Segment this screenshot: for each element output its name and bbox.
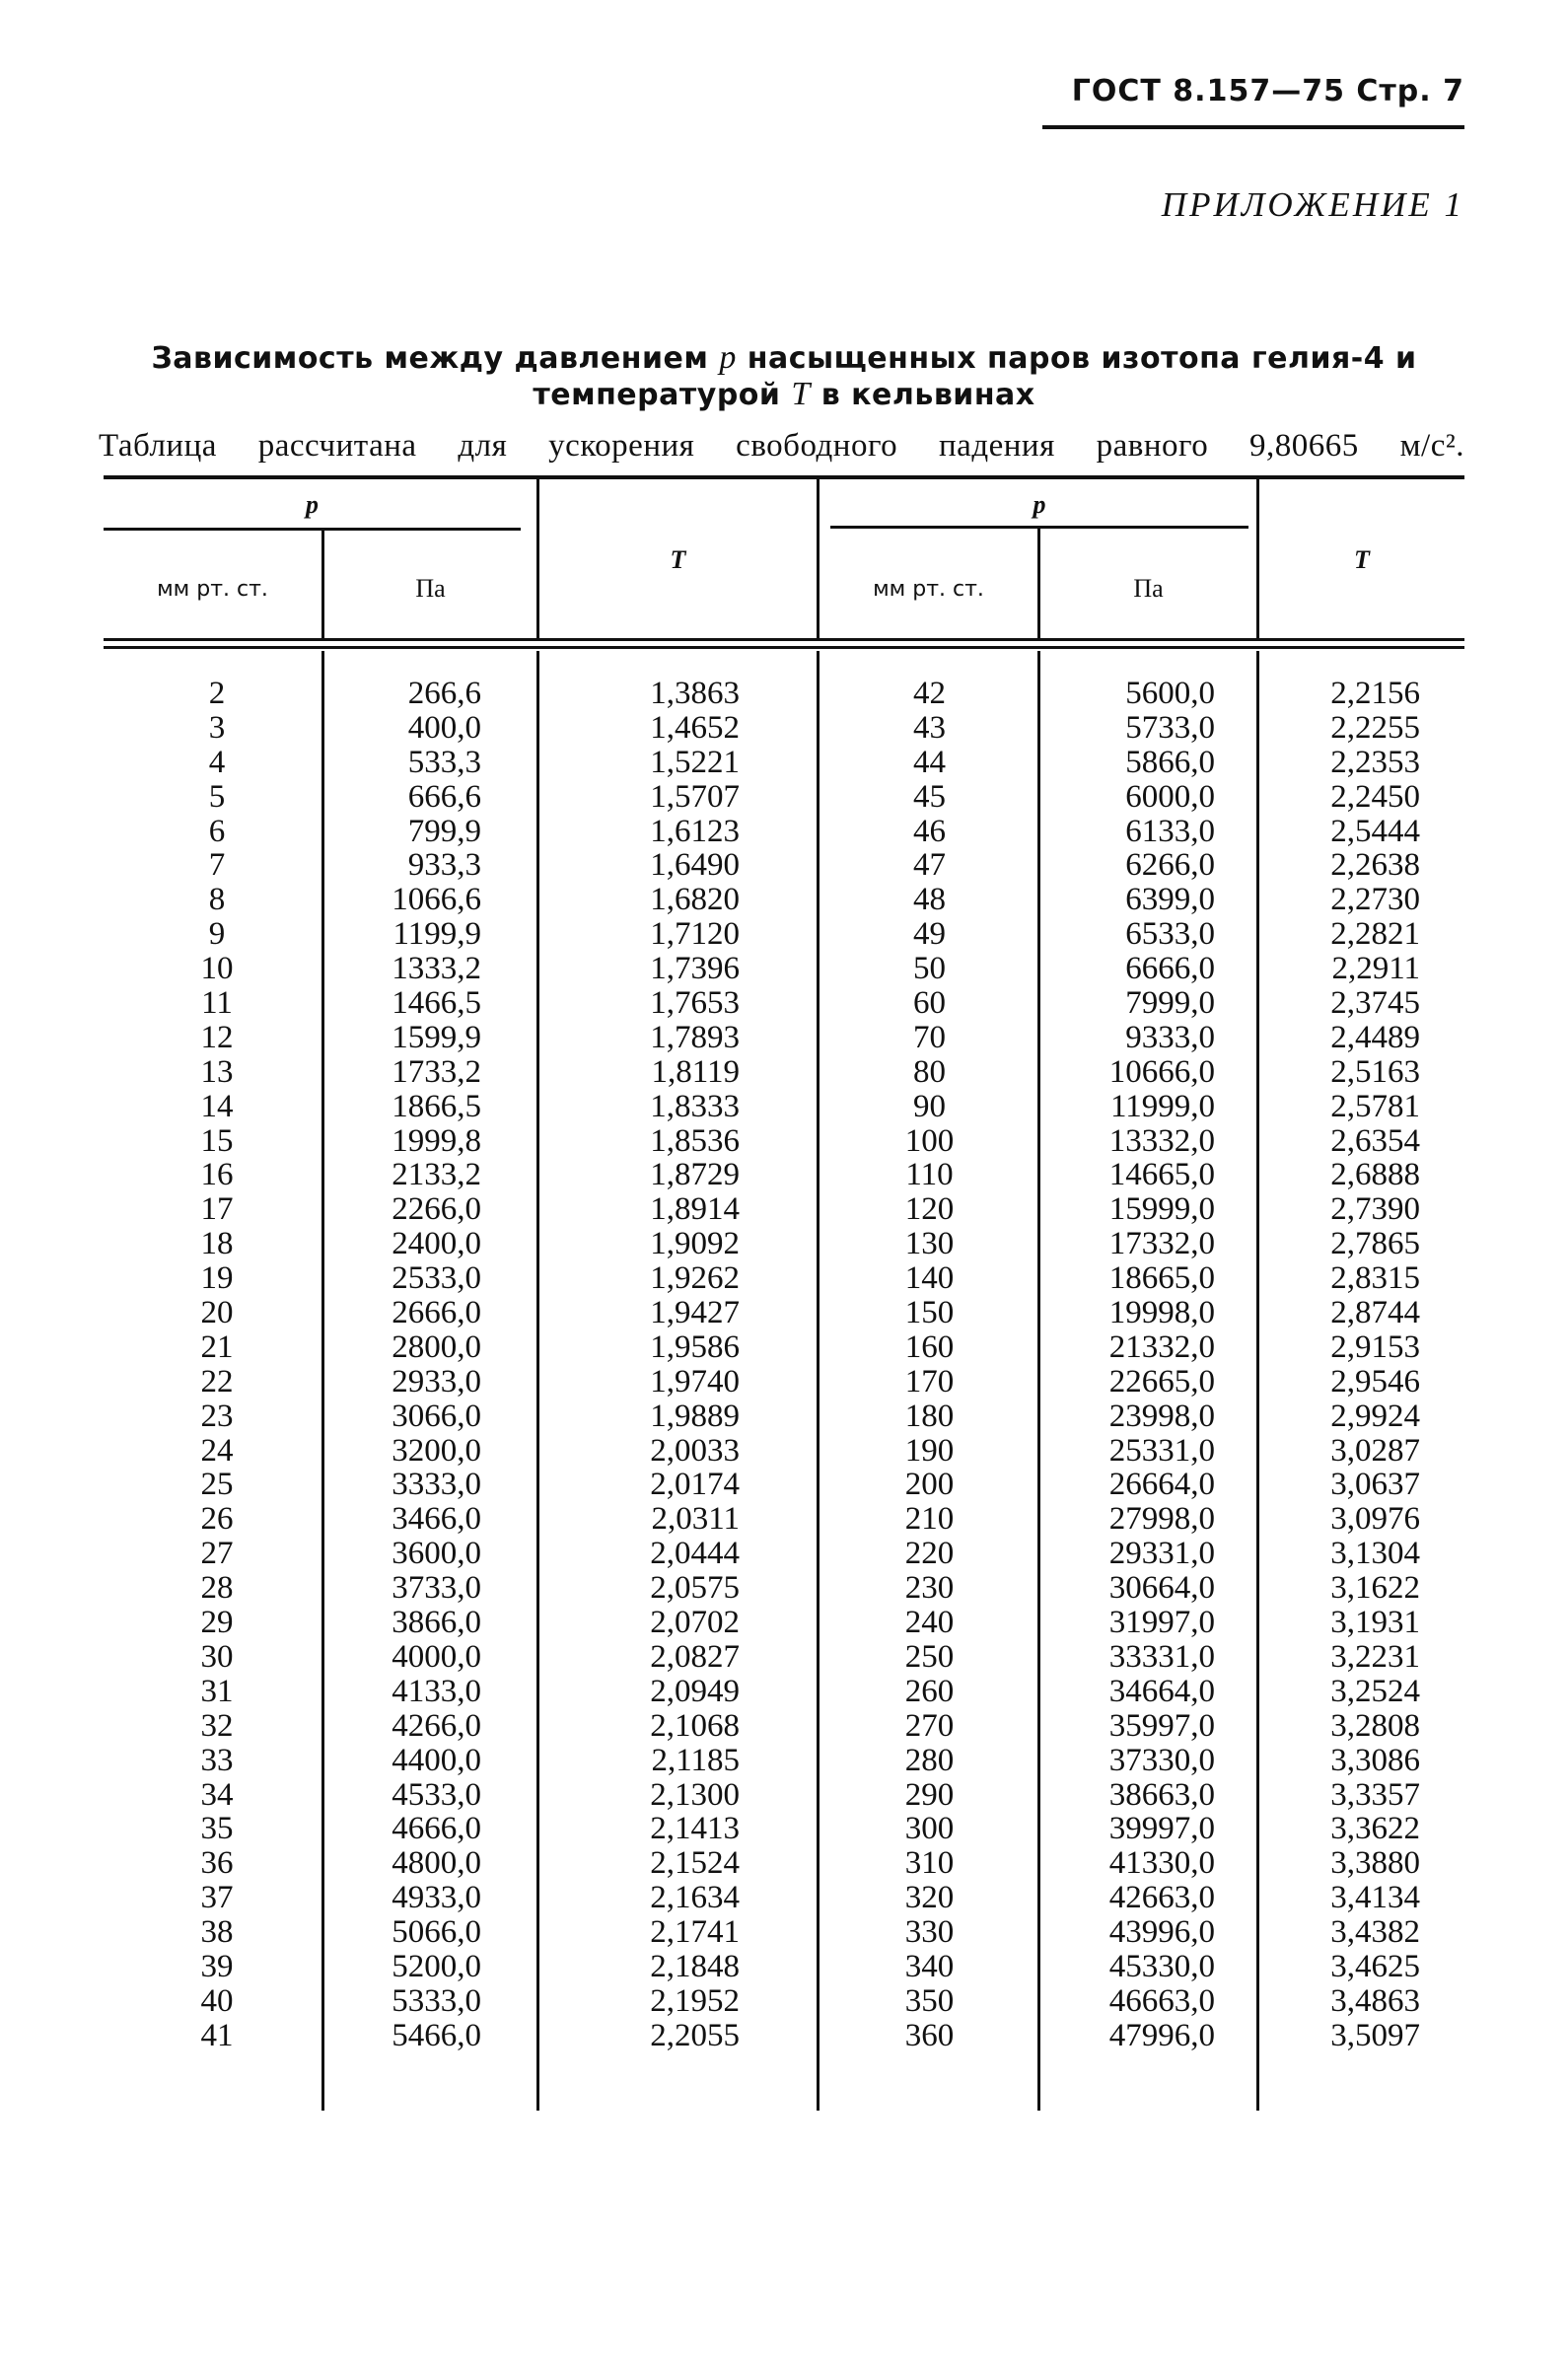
table-cell: 1,7893 [650, 1019, 740, 1055]
table-cell: 33331,0 [1108, 1638, 1215, 1675]
table-cell: 3,3880 [1330, 1845, 1420, 1882]
table-cell: 533,3 [407, 744, 481, 780]
table-cell: 266,6 [407, 676, 481, 711]
table-header-bottom-rule [104, 638, 1464, 641]
table-cell: 1,6123 [650, 813, 740, 849]
table-cell: 3733,0 [392, 1570, 481, 1607]
table-cell: 4 [208, 744, 226, 780]
table-cell: 170 [904, 1363, 955, 1400]
table-cell: 1,8333 [650, 1088, 740, 1124]
table-cell: 39 [200, 1948, 234, 1984]
table-cell: 3200,0 [392, 1432, 481, 1469]
table-note: Таблица рассчитана для ускорения свободного падения равного 9,80665 м/с². [99, 428, 1464, 464]
table-cell: 270 [904, 1707, 955, 1744]
table-cell: 3,4863 [1330, 1982, 1420, 2019]
table-cell: 330 [904, 1914, 955, 1951]
table-cell: 22665,0 [1108, 1363, 1215, 1400]
title-variable-p: p [719, 339, 737, 376]
table-cell: 2,2450 [1330, 778, 1420, 815]
table-cell: 13332,0 [1108, 1122, 1215, 1159]
table-cell: 30664,0 [1108, 1570, 1215, 1607]
table-cell: 3333,0 [392, 1467, 481, 1503]
table-cell: 2,7390 [1330, 1191, 1420, 1228]
table-cell: 2,6354 [1330, 1122, 1420, 1159]
header-p-left: p [306, 490, 319, 519]
table-cell: 41330,0 [1108, 1845, 1215, 1882]
table-cell: 34 [200, 1776, 234, 1813]
table-cell: 12 [200, 1019, 234, 1055]
table-cell: 25331,0 [1108, 1432, 1215, 1469]
table-cell: 3,1931 [1330, 1605, 1420, 1641]
table-cell: 48 [913, 882, 946, 918]
table-cell: 2,2911 [1331, 951, 1420, 987]
column-mmhg-left [158, 677, 276, 2053]
table-cell: 14665,0 [1108, 1157, 1215, 1193]
table-cell: 320 [904, 1880, 955, 1916]
table-cell: 3,2231 [1330, 1638, 1420, 1675]
table-cell: 300 [904, 1811, 955, 1847]
table-cell: 6533,0 [1125, 916, 1215, 953]
table-cell: 3066,0 [392, 1398, 481, 1434]
table-cell: 933,3 [407, 847, 481, 884]
table-cell: 2,5781 [1330, 1088, 1420, 1124]
table-cell: 23998,0 [1108, 1398, 1215, 1434]
table-cell: 1,4652 [650, 709, 740, 746]
table-cell: 1,6820 [650, 882, 740, 918]
column-divider [817, 477, 820, 640]
table-cell: 2,6888 [1330, 1157, 1420, 1193]
table-cell: 19 [200, 1260, 234, 1297]
table-cell: 1,7653 [650, 985, 740, 1022]
table-top-rule [104, 475, 1464, 479]
table-cell: 37330,0 [1108, 1742, 1215, 1778]
table-cell: 38 [200, 1914, 234, 1951]
table-cell: 150 [904, 1295, 955, 1331]
table-cell: 46 [913, 813, 946, 849]
table-cell: 4400,0 [392, 1742, 481, 1778]
column-t-right [1272, 677, 1420, 2053]
table-cell: 4000,0 [392, 1638, 481, 1675]
column-divider [536, 651, 539, 2111]
table-cell: 240 [904, 1605, 955, 1641]
table-cell: 26 [200, 1501, 234, 1538]
table-cell: 10 [200, 951, 234, 987]
table-cell: 3 [208, 709, 226, 746]
table-cell: 1199,9 [392, 916, 481, 953]
table-cell: 5466,0 [392, 2017, 481, 2053]
table-cell: 4800,0 [392, 1845, 481, 1882]
table-cell: 6000,0 [1125, 778, 1215, 815]
table-cell: 2666,0 [392, 1295, 481, 1331]
table-header-rule-left [104, 528, 521, 531]
table-cell: 1,8119 [651, 1053, 740, 1090]
table-cell: 90 [913, 1088, 946, 1124]
table-cell: 1,9889 [650, 1398, 740, 1434]
table-cell: 2,1185 [651, 1742, 740, 1778]
table-cell: 5333,0 [392, 1982, 481, 2019]
table-cell: 260 [904, 1673, 955, 1709]
table-cell: 2,2156 [1330, 676, 1420, 711]
table-cell: 1,3863 [650, 676, 740, 711]
table-cell: 230 [904, 1570, 955, 1607]
table-cell: 2800,0 [392, 1328, 481, 1365]
table-cell: 220 [904, 1536, 955, 1572]
table-cell: 24 [200, 1432, 234, 1469]
table-cell: 1333,2 [392, 951, 481, 987]
table-cell: 4266,0 [392, 1707, 481, 1744]
table-cell: 6666,0 [1125, 951, 1215, 987]
title-variable-t: T [791, 376, 811, 412]
table-cell: 120 [904, 1191, 955, 1228]
table-cell: 1066,6 [392, 882, 481, 918]
table-cell: 44 [913, 744, 946, 780]
table-cell: 6133,0 [1125, 813, 1215, 849]
table-cell: 3,5097 [1330, 2017, 1420, 2053]
table-cell: 5600,0 [1125, 676, 1215, 711]
table-cell: 4533,0 [392, 1776, 481, 1813]
table-cell: 9333,0 [1125, 1019, 1215, 1055]
table-cell: 8 [208, 882, 226, 918]
table-cell: 4666,0 [392, 1811, 481, 1847]
table-cell: 36 [200, 1845, 234, 1882]
table-cell: 2,2821 [1330, 916, 1420, 953]
table-cell: 1,9586 [650, 1328, 740, 1365]
table-cell: 2,9924 [1330, 1398, 1420, 1434]
table-cell: 40 [200, 1982, 234, 2019]
header-rule [1042, 125, 1464, 129]
table-cell: 360 [904, 2017, 955, 2053]
table-cell: 200 [904, 1467, 955, 1503]
table-cell: 50 [913, 951, 946, 987]
table-cell: 19998,0 [1108, 1295, 1215, 1331]
table-cell: 1,7120 [650, 916, 740, 953]
table-cell: 3,2524 [1330, 1673, 1420, 1709]
table-cell: 340 [904, 1948, 955, 1984]
table-cell: 1,9262 [650, 1260, 740, 1297]
table-cell: 280 [904, 1742, 955, 1778]
header-pa-left: Па [415, 574, 446, 603]
table-title-line-1 [99, 339, 1469, 377]
table-cell: 45 [913, 778, 946, 815]
table-cell: 7999,0 [1125, 985, 1215, 1022]
table-cell: 13 [200, 1053, 234, 1090]
table-cell: 2,5444 [1330, 813, 1420, 849]
table-cell: 1,8914 [650, 1191, 740, 1228]
table-cell: 2,3745 [1330, 985, 1420, 1022]
table-cell: 5866,0 [1125, 744, 1215, 780]
table-cell: 1,9092 [650, 1226, 740, 1262]
table-cell: 2,4489 [1330, 1019, 1420, 1055]
table-cell: 2,1952 [650, 1982, 740, 2019]
table-cell: 140 [904, 1260, 955, 1297]
table-cell: 17332,0 [1108, 1226, 1215, 1262]
table-cell: 49 [913, 916, 946, 953]
table-cell: 1466,5 [392, 985, 481, 1022]
table-cell: 1,9427 [650, 1295, 740, 1331]
table-cell: 1,8729 [650, 1157, 740, 1193]
table-cell: 28 [200, 1570, 234, 1607]
table-cell: 250 [904, 1638, 955, 1675]
table-cell: 3,3086 [1330, 1742, 1420, 1778]
table-cell: 29331,0 [1108, 1536, 1215, 1572]
table-cell: 26664,0 [1108, 1467, 1215, 1503]
table-cell: 2,8315 [1330, 1260, 1420, 1297]
title-text: температурой [533, 378, 792, 412]
table-cell: 1866,5 [392, 1088, 481, 1124]
table-cell: 350 [904, 1982, 955, 2019]
table-cell: 2266,0 [392, 1191, 481, 1228]
table-cell: 3,0287 [1330, 1432, 1420, 1469]
table-cell: 7 [208, 847, 226, 884]
table-cell: 27998,0 [1108, 1501, 1215, 1538]
table-cell: 3,4625 [1330, 1948, 1420, 1984]
table-cell: 47996,0 [1108, 2017, 1215, 2053]
table-cell: 27 [200, 1536, 234, 1572]
table-cell: 180 [904, 1398, 955, 1434]
table-cell: 3,1304 [1330, 1536, 1420, 1572]
table-cell: 290 [904, 1776, 955, 1813]
table-cell: 1,6490 [650, 847, 740, 884]
table-cell: 1,7396 [650, 951, 740, 987]
table-cell: 2933,0 [392, 1363, 481, 1400]
table-cell: 25 [200, 1467, 234, 1503]
table-cell: 3,4134 [1330, 1880, 1420, 1916]
title-text: Зависимость между давлением [151, 341, 720, 376]
table-header-bottom-rule [104, 646, 1464, 649]
table-cell: 2,9546 [1330, 1363, 1420, 1400]
table-cell: 110 [905, 1157, 954, 1193]
header-mmhg-left: мм рт. ст. [157, 577, 268, 602]
table-cell: 2,1848 [650, 1948, 740, 1984]
table-cell: 30 [200, 1638, 234, 1675]
table-cell: 31 [200, 1673, 234, 1709]
column-mmhg-right [868, 677, 991, 2053]
table-cell: 1999,8 [392, 1122, 481, 1159]
table-cell: 45330,0 [1108, 1948, 1215, 1984]
table-title-line-2 [99, 376, 1469, 413]
table-cell: 5200,0 [392, 1948, 481, 1984]
table-cell: 2,1741 [650, 1914, 740, 1951]
table-cell: 2,0311 [651, 1501, 740, 1538]
table-cell: 6266,0 [1125, 847, 1215, 884]
table-cell: 21 [200, 1328, 234, 1365]
table-cell: 9 [208, 916, 226, 953]
table-cell: 32 [200, 1707, 234, 1744]
table-cell: 5 [208, 778, 226, 815]
table-cell: 2,0702 [650, 1605, 740, 1641]
table-cell: 2,0827 [650, 1638, 740, 1675]
column-divider [321, 651, 324, 2111]
table-cell: 2 [208, 676, 226, 711]
header-p-right: p [1033, 490, 1046, 519]
table-cell: 23 [200, 1398, 234, 1434]
table-cell: 6 [208, 813, 226, 849]
header-mmhg-right: мм рт. ст. [873, 577, 984, 602]
table-cell: 70 [913, 1019, 946, 1055]
table-cell: 1,5707 [650, 778, 740, 815]
table-cell: 80 [913, 1053, 946, 1090]
title-text: насыщенных паров изотопа гелия-4 и [736, 341, 1417, 376]
table-cell: 60 [913, 985, 946, 1022]
table-cell: 15999,0 [1108, 1191, 1215, 1228]
table-cell: 2,1068 [650, 1707, 740, 1744]
table-cell: 20 [200, 1295, 234, 1331]
table-cell: 2400,0 [392, 1226, 481, 1262]
page-header: ГОСТ 8.157—75 Стр. 7 [1071, 74, 1464, 108]
table-cell: 43996,0 [1108, 1914, 1215, 1951]
table-cell: 41 [200, 2017, 234, 2053]
table-cell: 17 [200, 1191, 234, 1228]
table-cell: 3,4382 [1330, 1914, 1420, 1951]
table-cell: 3466,0 [392, 1501, 481, 1538]
table-cell: 47 [913, 847, 946, 884]
table-cell: 2,2055 [650, 2017, 740, 2053]
table-cell: 2,5163 [1330, 1053, 1420, 1090]
table-cell: 5733,0 [1125, 709, 1215, 746]
table-cell: 46663,0 [1108, 1982, 1215, 2019]
table-cell: 5066,0 [392, 1914, 481, 1951]
table-cell: 34664,0 [1108, 1673, 1215, 1709]
column-pa-left [335, 677, 481, 2053]
appendix-label: ПРИЛОЖЕНИЕ 1 [1161, 185, 1464, 224]
table-cell: 2,9153 [1330, 1328, 1420, 1365]
table-cell: 4133,0 [392, 1673, 481, 1709]
table-cell: 3,1622 [1330, 1570, 1420, 1607]
table-cell: 130 [904, 1226, 955, 1262]
table-cell: 400,0 [407, 709, 481, 746]
table-cell: 210 [904, 1501, 955, 1538]
table-cell: 10666,0 [1108, 1053, 1215, 1090]
table-cell: 2,0174 [650, 1467, 740, 1503]
table-cell: 4933,0 [392, 1880, 481, 1916]
column-divider [1256, 651, 1259, 2111]
table-cell: 799,9 [407, 813, 481, 849]
table-cell: 2,1524 [650, 1845, 740, 1882]
table-cell: 3,2808 [1330, 1707, 1420, 1744]
table-cell: 2,2638 [1330, 847, 1420, 884]
column-pa-right [1045, 677, 1215, 2053]
table-cell: 160 [904, 1328, 955, 1365]
table-cell: 3,3622 [1330, 1811, 1420, 1847]
table-cell: 33 [200, 1742, 234, 1778]
table-cell: 2,0575 [650, 1570, 740, 1607]
table-cell: 3600,0 [392, 1536, 481, 1572]
table-cell: 37 [200, 1880, 234, 1916]
table-cell: 2,2255 [1330, 709, 1420, 746]
table-cell: 21332,0 [1108, 1328, 1215, 1365]
table-cell: 2,2730 [1330, 882, 1420, 918]
table-cell: 42663,0 [1108, 1880, 1215, 1916]
table-cell: 1733,2 [392, 1053, 481, 1090]
table-cell: 3,0976 [1330, 1501, 1420, 1538]
header-pa-right: Па [1133, 574, 1164, 603]
table-cell: 2,2353 [1330, 744, 1420, 780]
table-cell: 38663,0 [1108, 1776, 1215, 1813]
table-cell: 42 [913, 676, 946, 711]
table-cell: 14 [200, 1088, 234, 1124]
table-cell: 39997,0 [1108, 1811, 1215, 1847]
table-cell: 2,8744 [1330, 1295, 1420, 1331]
table-cell: 11 [201, 985, 233, 1022]
table-cell: 35 [200, 1811, 234, 1847]
table-cell: 6399,0 [1125, 882, 1215, 918]
column-divider [1037, 651, 1040, 2111]
column-t-left [552, 677, 740, 2053]
table-cell: 2,1413 [650, 1811, 740, 1847]
table-cell: 2,0949 [650, 1673, 740, 1709]
table-cell: 18665,0 [1108, 1260, 1215, 1297]
table-cell: 15 [200, 1122, 234, 1159]
column-divider [817, 651, 820, 2111]
table-cell: 2533,0 [392, 1260, 481, 1297]
table-cell: 190 [904, 1432, 955, 1469]
table-cell: 35997,0 [1108, 1707, 1215, 1744]
table-cell: 22 [200, 1363, 234, 1400]
table-cell: 1,8536 [650, 1122, 740, 1159]
table-cell: 18 [200, 1226, 234, 1262]
table-cell: 2133,2 [392, 1157, 481, 1193]
table-cell: 310 [904, 1845, 955, 1882]
title-text: в кельвинах [810, 378, 1035, 412]
table-cell: 3,0637 [1330, 1467, 1420, 1503]
table-cell: 1599,9 [392, 1019, 481, 1055]
table-cell: 2,7865 [1330, 1226, 1420, 1262]
table-cell: 43 [913, 709, 946, 746]
table-cell: 11999,0 [1109, 1088, 1215, 1124]
table-cell: 31997,0 [1108, 1605, 1215, 1641]
table-cell: 100 [904, 1122, 955, 1159]
table-cell: 666,6 [407, 778, 481, 815]
table-cell: 2,0033 [650, 1432, 740, 1469]
header-t-right: T [1354, 545, 1370, 574]
table-cell: 3,3357 [1330, 1776, 1420, 1813]
table-cell: 1,5221 [650, 744, 740, 780]
table-cell: 16 [200, 1157, 234, 1193]
table-cell: 29 [200, 1605, 234, 1641]
table-cell: 1,9740 [650, 1363, 740, 1400]
table-cell: 2,0444 [650, 1536, 740, 1572]
table-cell: 2,1634 [650, 1880, 740, 1916]
header-t-left: T [670, 545, 686, 574]
table-cell: 2,1300 [650, 1776, 740, 1813]
table-cell: 3866,0 [392, 1605, 481, 1641]
